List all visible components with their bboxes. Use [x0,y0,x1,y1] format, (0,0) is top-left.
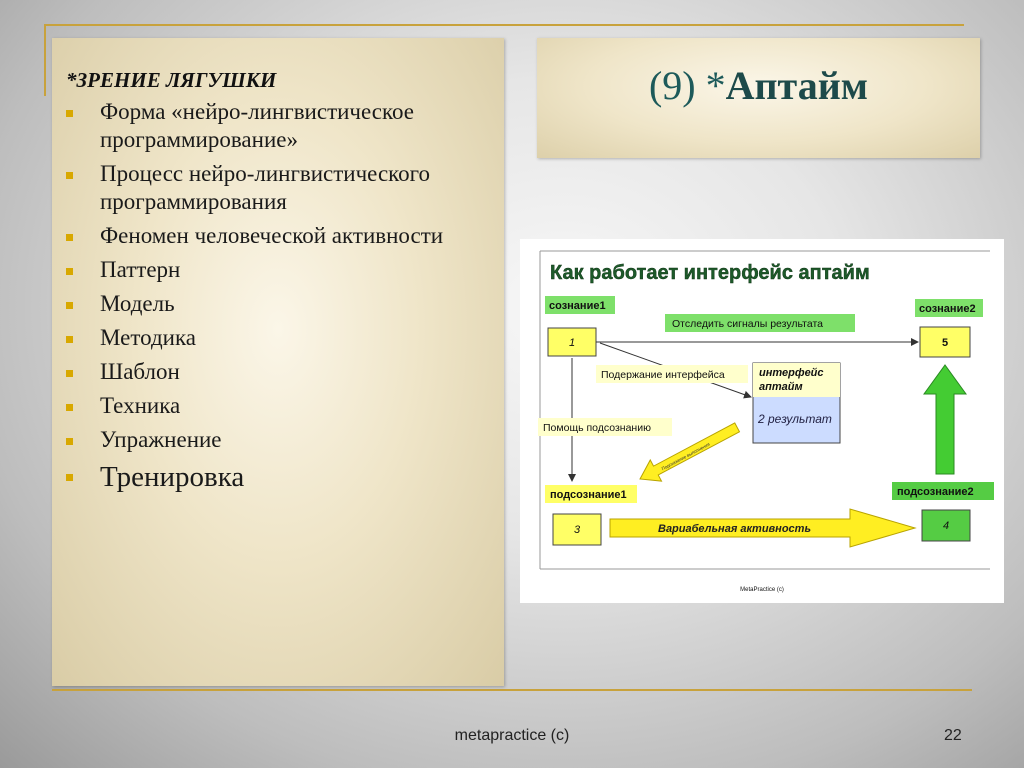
bullet-square-icon [66,404,73,411]
slide-title-bold: Аптайм [725,63,868,108]
title-box [537,38,980,158]
label-subconscious1: подсознание1 [550,489,627,501]
list-item-text: Упражнение [100,427,222,452]
diagram-canvas [520,239,1004,603]
bottom-gold-line [52,689,972,691]
box-1-label: 1 [568,337,576,349]
box-5-label: 5 [941,337,949,349]
slide-title [537,62,980,109]
label-consciousness1: сознание1 [549,300,606,312]
diagram-credit: MetaPractice (c) [740,587,784,593]
list-item [64,160,494,216]
list-item [64,98,494,154]
list-item [64,256,494,284]
box-4-label: 4 [942,520,950,532]
slide-title-prefix: (9) * [648,63,726,108]
bullet-square-icon [66,370,73,377]
box-2-title-line2: аптайм [759,381,803,393]
bullet-square-icon [66,336,73,343]
panel-heading: *ЗРЕНИЕ ЛЯГУШКИ [66,68,277,92]
list-item-text: Феномен человеческой активности [100,223,444,248]
top-gold-line [44,24,964,26]
page-number: 22 [944,727,962,744]
label-consciousness2: сознание2 [919,303,976,315]
label-support-interface: Подержание интерфейса [601,369,725,381]
bullet-square-icon [66,302,73,309]
diagram-title: Как работает интерфейс аптайм [550,262,870,284]
list-item [64,392,494,420]
box-3-label: 3 [573,524,581,536]
big-green-up-arrow [924,365,966,474]
list-item [64,426,494,454]
list-item [64,290,494,318]
bullet-square-icon [66,438,73,445]
label-help-subconscious: Помощь подсознанию [543,422,651,434]
footer-credit: metapractice (c) [454,727,570,744]
left-gold-line [44,24,46,96]
bullet-square-icon [66,172,73,179]
list-item-text: Паттерн [100,257,181,282]
list-item-text: Процесс нейро-лингвистического программирования [100,161,431,214]
list-item [64,460,494,494]
tiny-arrow-label: Подсказание выполнения [660,441,711,472]
list-item [64,222,494,250]
left-text-panel [52,38,504,686]
list-item-text: Методика [100,325,196,350]
box-2-title-line1: интерфейс [759,367,824,379]
bullet-square-icon [66,474,73,481]
bullet-list [64,98,494,500]
list-item [64,324,494,352]
list-item-text: Форма «нейро-лингвистическое программирование» [100,99,414,152]
bullet-square-icon [66,234,73,241]
label-variable-activity: Вариабельная активность [658,523,811,535]
bullet-square-icon [66,268,73,275]
label-track-signals: Отследить сигналы результата [672,318,823,330]
list-item-text: Тренировка [100,461,245,493]
bullet-square-icon [66,110,73,117]
uptime-interface-diagram [520,239,1004,603]
list-item [64,358,494,386]
list-item-text: Шаблон [100,359,180,384]
label-subconscious2: подсознание2 [897,486,974,498]
list-item-text: Техника [100,393,181,418]
list-item-text: Модель [100,291,175,316]
box-2-result: 2 результат [758,412,832,426]
